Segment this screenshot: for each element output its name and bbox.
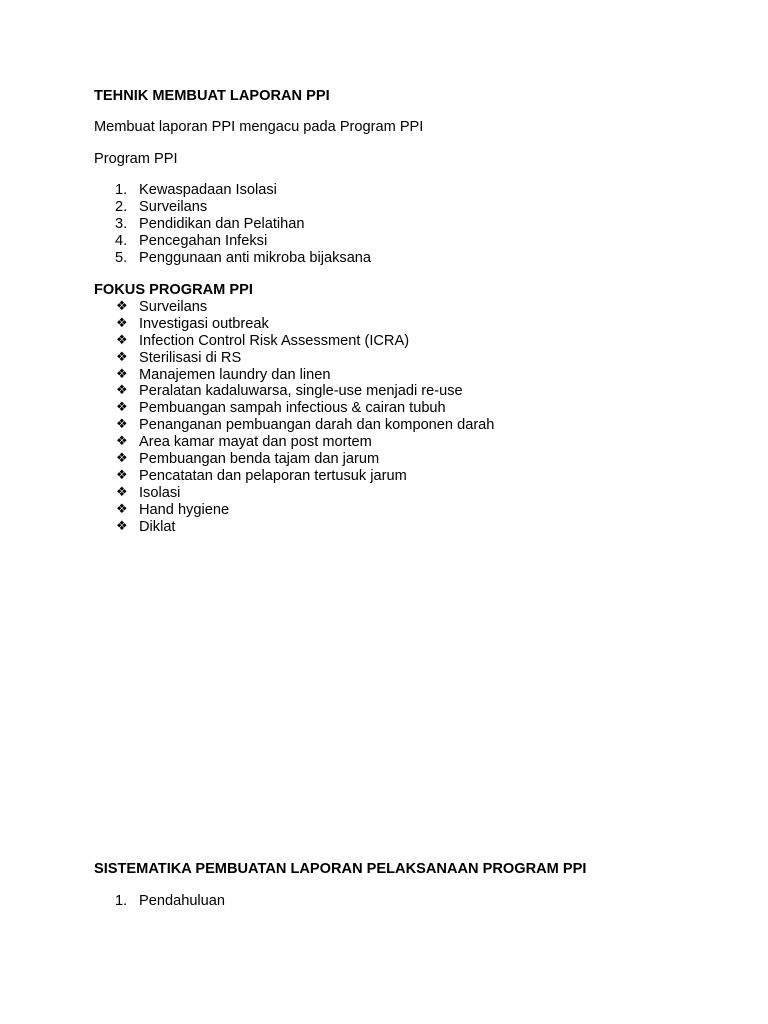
list-item-text: Isolasi xyxy=(139,484,181,501)
list-item-text: Kewaspadaan Isolasi xyxy=(139,182,277,198)
list-item-text: Investigasi outbreak xyxy=(139,315,269,332)
list-number: 1. xyxy=(115,893,128,909)
list-number: 2. xyxy=(115,199,128,215)
list-item-text: Infection Control Risk Assessment (ICRA) xyxy=(139,332,410,349)
list-number: 3. xyxy=(115,216,128,232)
list-item-text: Surveilans xyxy=(139,199,208,215)
diamond-bullet-icon: ❖ xyxy=(116,518,128,534)
list-item xyxy=(94,451,494,468)
list-item-text: Pendahuluan xyxy=(139,893,226,909)
diamond-bullet-icon: ❖ xyxy=(116,400,128,416)
list-item-text: Pendidikan dan Pelatihan xyxy=(139,216,305,232)
list-item xyxy=(94,519,494,536)
sistematika-list xyxy=(94,893,225,910)
list-item-text: Penanganan pembuangan darah dan komponen darah xyxy=(139,417,495,434)
section-heading-sistematika: SISTEMATIKA PEMBUATAN LAPORAN PELAKSANAAN PROGRAM PPI xyxy=(94,861,587,877)
diamond-bullet-icon: ❖ xyxy=(116,467,128,483)
focus-list xyxy=(94,299,494,535)
list-item xyxy=(94,199,371,216)
diamond-bullet-icon: ❖ xyxy=(116,383,128,399)
list-item xyxy=(94,350,494,367)
intro-paragraph: Membuat laporan PPI mengacu pada Program PPI xyxy=(94,119,424,135)
diamond-bullet-icon: ❖ xyxy=(116,501,128,517)
diamond-bullet-icon: ❖ xyxy=(116,349,128,365)
diamond-bullet-icon: ❖ xyxy=(116,299,128,314)
list-item xyxy=(94,383,494,400)
diamond-bullet-icon: ❖ xyxy=(116,434,128,450)
list-item-text: Pencegahan Infeksi xyxy=(139,233,268,249)
list-item xyxy=(94,417,494,434)
program-list xyxy=(94,182,371,267)
list-item-text: Surveilans xyxy=(139,299,208,315)
list-number: 4. xyxy=(115,233,128,249)
list-item xyxy=(94,182,371,199)
list-item xyxy=(94,216,371,233)
list-item xyxy=(94,400,494,417)
section-heading-fokus: FOKUS PROGRAM PPI xyxy=(94,282,253,298)
list-item-text: Pencatatan dan pelaporan tertusuk jarum xyxy=(139,467,407,484)
list-item xyxy=(94,299,494,316)
list-item-text: Peralatan kadaluwarsa, single-use menjadi re-use xyxy=(139,383,463,400)
list-item-text: Hand hygiene xyxy=(139,501,230,518)
list-item-text: Sterilisasi di RS xyxy=(139,349,242,366)
program-label: Program PPI xyxy=(94,151,178,167)
list-item-text: Pembuangan sampah infectious & cairan tubuh xyxy=(139,400,446,417)
list-item xyxy=(94,250,371,267)
diamond-bullet-icon: ❖ xyxy=(116,332,128,348)
diamond-bullet-icon: ❖ xyxy=(116,417,128,433)
list-number: 1. xyxy=(115,182,128,198)
list-item-text: Manajemen laundry dan linen xyxy=(139,366,331,383)
list-item-text: Diklat xyxy=(139,518,176,535)
list-item-text: Pembuangan benda tajam dan jarum xyxy=(139,451,380,468)
list-number: 5. xyxy=(115,250,128,266)
list-item-text: Area kamar mayat dan post mortem xyxy=(139,434,372,451)
list-item xyxy=(94,333,494,350)
list-item xyxy=(94,316,494,333)
diamond-bullet-icon: ❖ xyxy=(116,484,128,500)
list-item xyxy=(94,502,494,519)
list-item xyxy=(94,233,371,250)
list-item xyxy=(94,468,494,485)
list-item xyxy=(94,893,225,910)
list-item xyxy=(94,485,494,502)
list-item xyxy=(94,434,494,451)
diamond-bullet-icon: ❖ xyxy=(116,451,128,467)
list-item xyxy=(94,367,494,384)
section-heading-tehnik: TEHNIK MEMBUAT LAPORAN PPI xyxy=(94,88,330,104)
list-item-text: Penggunaan anti mikroba bijaksana xyxy=(139,250,372,266)
diamond-bullet-icon: ❖ xyxy=(116,315,128,331)
diamond-bullet-icon: ❖ xyxy=(116,366,128,382)
